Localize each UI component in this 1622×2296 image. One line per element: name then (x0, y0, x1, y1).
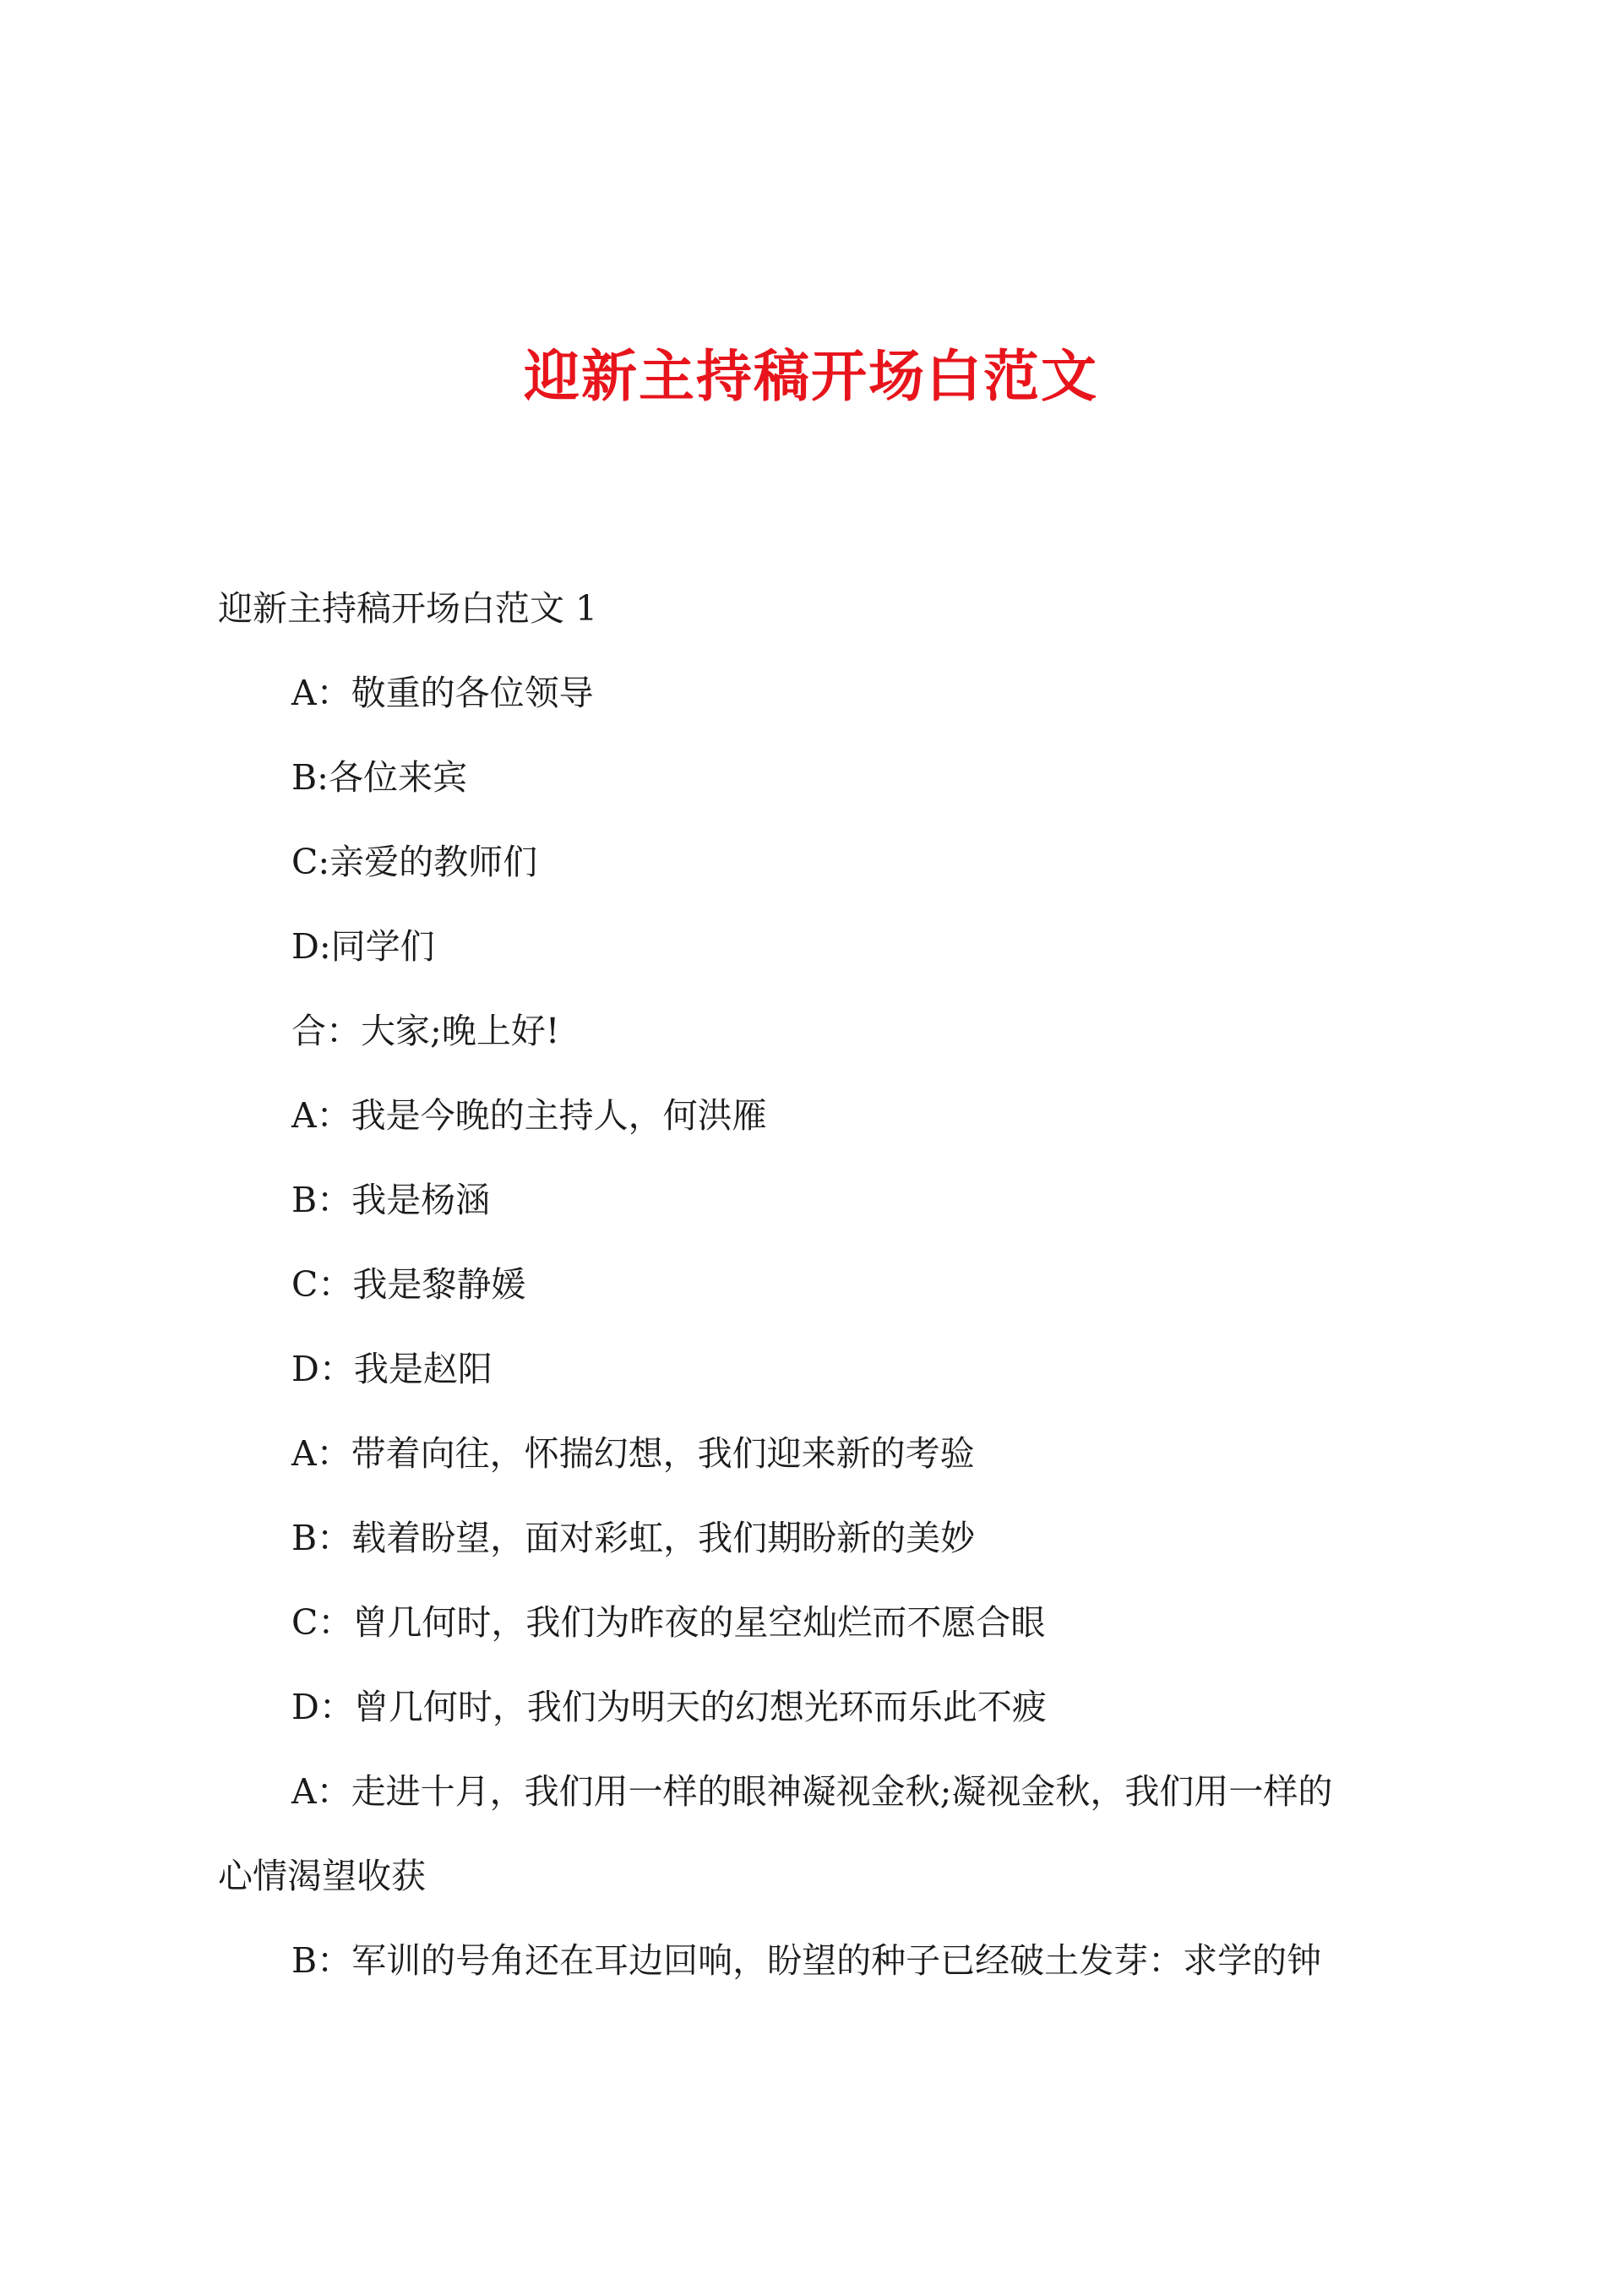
paragraph-line: B：我是杨涵 (291, 1180, 491, 1220)
paragraph-line: C：曾几何时，我们为昨夜的星空灿烂而不愿合眼 (291, 1602, 1046, 1643)
document-title: 迎新主持稿开场白范文 (524, 343, 1098, 409)
paragraph-line: A：敬重的各位领导 (291, 673, 594, 713)
paragraph-line: D：我是赵阳 (291, 1349, 493, 1389)
paragraph-line: D:同学们 (291, 926, 435, 967)
paragraph-line: B:各位来宾 (291, 757, 467, 798)
paragraph-line: C：我是黎静媛 (291, 1264, 526, 1305)
paragraph-line: C:亲爱的教师们 (291, 842, 538, 882)
section-heading: 迎新主持稿开场白范文 1 (218, 588, 598, 629)
paragraph-line: A：带着向往，怀揣幻想，我们迎来新的考验 (291, 1433, 975, 1474)
paragraph-line: 合：大家;晚上好! (291, 1011, 560, 1051)
paragraph-line: B：载着盼望，面对彩虹，我们期盼新的美妙 (291, 1518, 976, 1558)
paragraph-line-continuation: 心情渴望收获 (218, 1856, 426, 1896)
paragraph-line: D：曾几何时，我们为明天的幻想光环而乐此不疲 (291, 1687, 1047, 1727)
paragraph-line: A：我是今晚的主持人，何洪雁 (291, 1095, 767, 1136)
paragraph-line: B：军训的号角还在耳边回响，盼望的种子已经破土发芽：求学的钟 (291, 1940, 1322, 1981)
paragraph-line: A：走进十月，我们用一样的眼神凝视金秋;凝视金秋，我们用一样的 (291, 1771, 1333, 1812)
